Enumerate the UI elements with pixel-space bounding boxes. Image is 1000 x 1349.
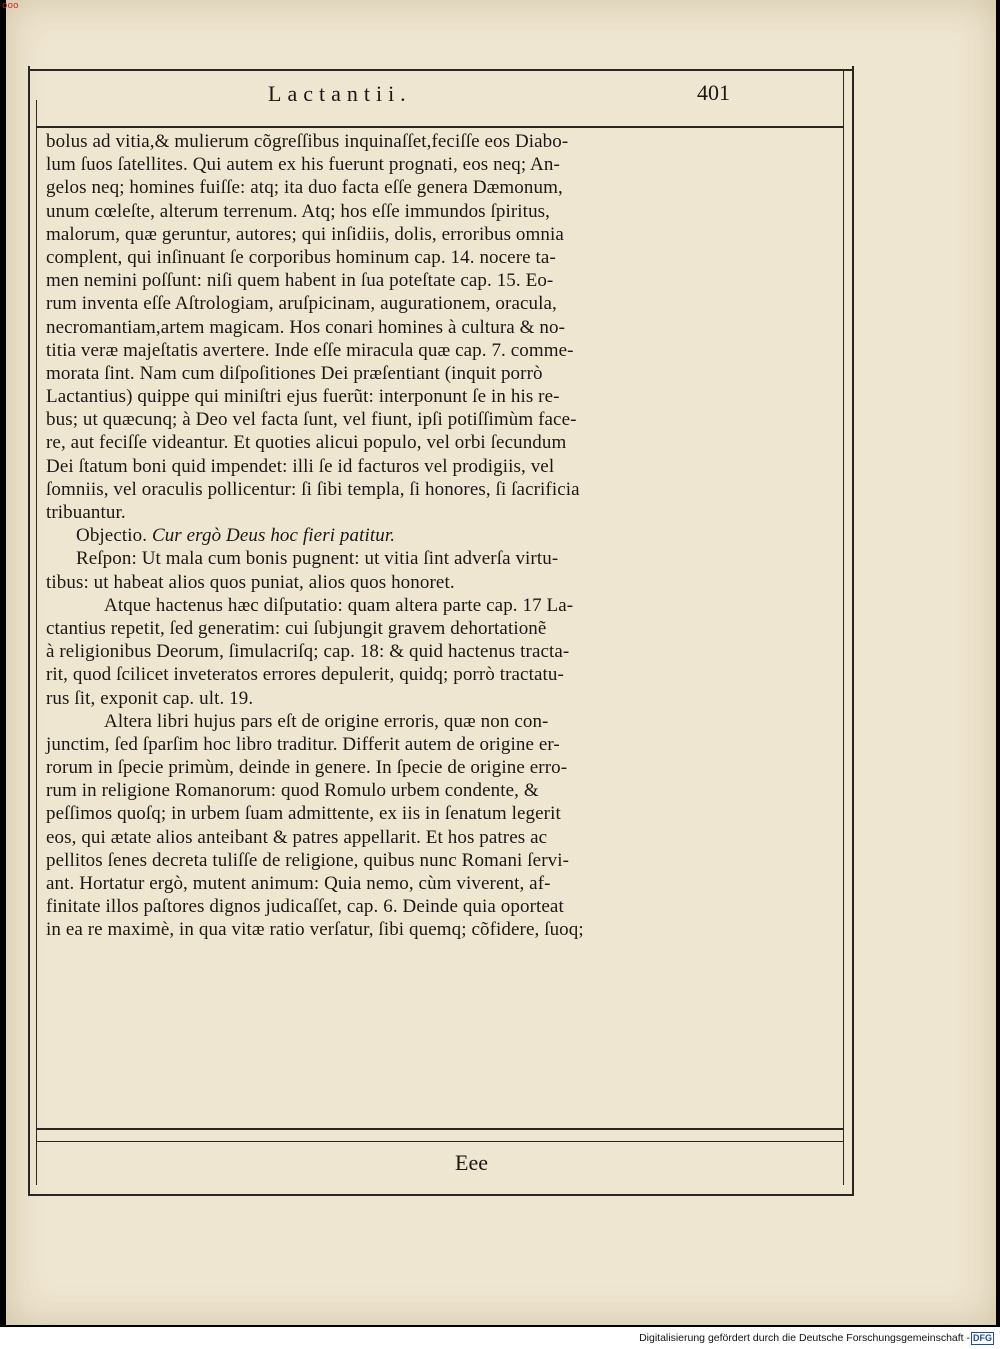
- frame-inner-right-rule: [843, 70, 844, 1185]
- text-line: morata ſint. Nam cum diſpoſitiones Dei præſentiant (inquit porrò: [46, 362, 543, 384]
- text-line: Dei ſtatum boni quid impendet: illi ſe id facturos vel prodigiis, vel: [46, 455, 555, 477]
- text-line: ctantius repetit, ſed generatim: cui ſubjungit gravem dehortationẽ: [46, 617, 547, 639]
- text-line: ant. Hortatur ergò, mutent animum: Quia nemo, cùm viverent, af-: [46, 873, 551, 894]
- text-line: bolus ad vitia,& mulierum cõgreſſibus inquinaſſet,feciſſe eos Diabo-: [46, 131, 569, 152]
- frame-inner-left-rule: [36, 100, 37, 1185]
- text-line: Reſpon: Ut mala cum bonis pugnent: ut vitia ſint adverſa virtu-: [76, 548, 559, 570]
- text-line: Lactantius) quippe qui miniſtri ejus fuerũt: interponunt ſe in his re-: [46, 386, 560, 408]
- text-line: lum ſuos ſatellites. Qui autem ex his fuerunt prognati, eos neq; An-: [46, 154, 560, 176]
- text-line: junctim, ſed ſparſim hoc libro traditur. Differit autem de origine er-: [46, 733, 560, 755]
- catchword: Eee: [455, 1150, 488, 1175]
- text-line: rorum in ſpecie primùm, deinde in genere. In ſpecie de origine erro-: [46, 757, 568, 779]
- text-line: finitate illos paſtores dignos judicaſſet, cap. 6. Deinde quia oporteat: [46, 896, 564, 918]
- running-head: Lactantii.: [268, 81, 412, 106]
- text-line: eos, qui ætate alios anteibant & patres appellarit. Et hos patres ac: [46, 826, 548, 848]
- header-rule-top: [28, 69, 854, 71]
- footer-rule: [36, 1128, 844, 1130]
- footer-rule-lower: [36, 1141, 844, 1142]
- text-line: rus ſit, exponit cap. ult. 19.: [46, 687, 254, 709]
- funding-text: Digitalisierung gefördert durch die Deutsche Forschungsgemeinschaft -: [639, 1332, 970, 1344]
- text-line: [46, 524, 840, 547]
- text-line: ſomniis, vel oraculis pollicentur: ſi ſibi templa, ſi honores, ſi ſacrificia: [46, 478, 580, 500]
- dfg-logo: DFG: [973, 1333, 992, 1343]
- text-line: in ea re maximè, in qua vitæ ratio verſatur, ſibi quemq; cõfidere, ſuoq;: [46, 919, 584, 941]
- body-text: [46, 130, 840, 942]
- text-line: necromantiam,artem magicam. Hos conari homines à cultura & no-: [46, 316, 566, 338]
- text-line: gelos neq; homines fuiſſe: atq; ita duo facta eſſe genera Dæmonum,: [46, 177, 563, 199]
- objection-label: Objectio.: [76, 525, 148, 547]
- text-line: peſſimos quoſq; in urbem ſuam admittente, ex iis in ſenatum legerit: [46, 803, 561, 825]
- text-line: Altera libri hujus pars eſt de origine erroris, quæ non con-: [104, 710, 549, 732]
- text-line: unum cœleſte, alterum terrenum. Atq; hos eſſe immundos ſpiritus,: [46, 200, 551, 222]
- text-line: Atque hactenus hæc diſputatio: quam altera parte cap. 17 La-: [104, 594, 574, 616]
- objection-question: Cur ergò Deus hoc fieri patitur.: [151, 525, 396, 547]
- text-line: malorum, quæ geruntur, autores; qui inſidiis, dolis, erroribus omnia: [46, 223, 564, 245]
- text-line: tribuantur.: [46, 502, 126, 523]
- text-line: rum inventa eſſe Aſtrologiam, aruſpicinam, augurationem, oracula,: [46, 293, 557, 315]
- text-line: men nemini poſſunt: niſi quem habent in ſua poteſtate cap. 15. Eo-: [46, 270, 554, 292]
- text-line: tibus: ut habeat alios quos puniat, alios quos honoret.: [46, 571, 455, 593]
- text-line: bus; ut quæcunq; à Deo vel facta ſunt, vel fiunt, ipſi potiſſimùm face-: [46, 409, 577, 431]
- page-number: 401: [697, 80, 730, 105]
- text-line: à religionibus Deorum, ſimulacriſq; cap. 18: & quid hactenus tracta-: [46, 641, 570, 663]
- text-line: rit, quod ſcilicet inveteratos errores depulerit, quidq; porrò tractatu-: [46, 664, 564, 686]
- text-line: complent, qui inſinuant ſe corporibus hominum cap. 14. nocere ta-: [46, 246, 556, 268]
- text-line: titia veræ majeſtatis avertere. Inde eſſe miracula quæ cap. 7. comme-: [46, 339, 574, 361]
- text-line: rum in religione Romanorum: quod Romulo urbem condente, &: [46, 780, 539, 802]
- header-rule-bottom: [36, 126, 844, 128]
- corner-mark: ooo: [2, 1, 19, 11]
- text-line: pellitos ſenes decreta tuliſſe de religione, quibus nunc Romani ſervi-: [46, 849, 570, 871]
- text-line: re, aut feciſſe videantur. Et quoties alicui populo, vel orbi ſecundum: [46, 432, 567, 454]
- funding-banner: [0, 1327, 1000, 1349]
